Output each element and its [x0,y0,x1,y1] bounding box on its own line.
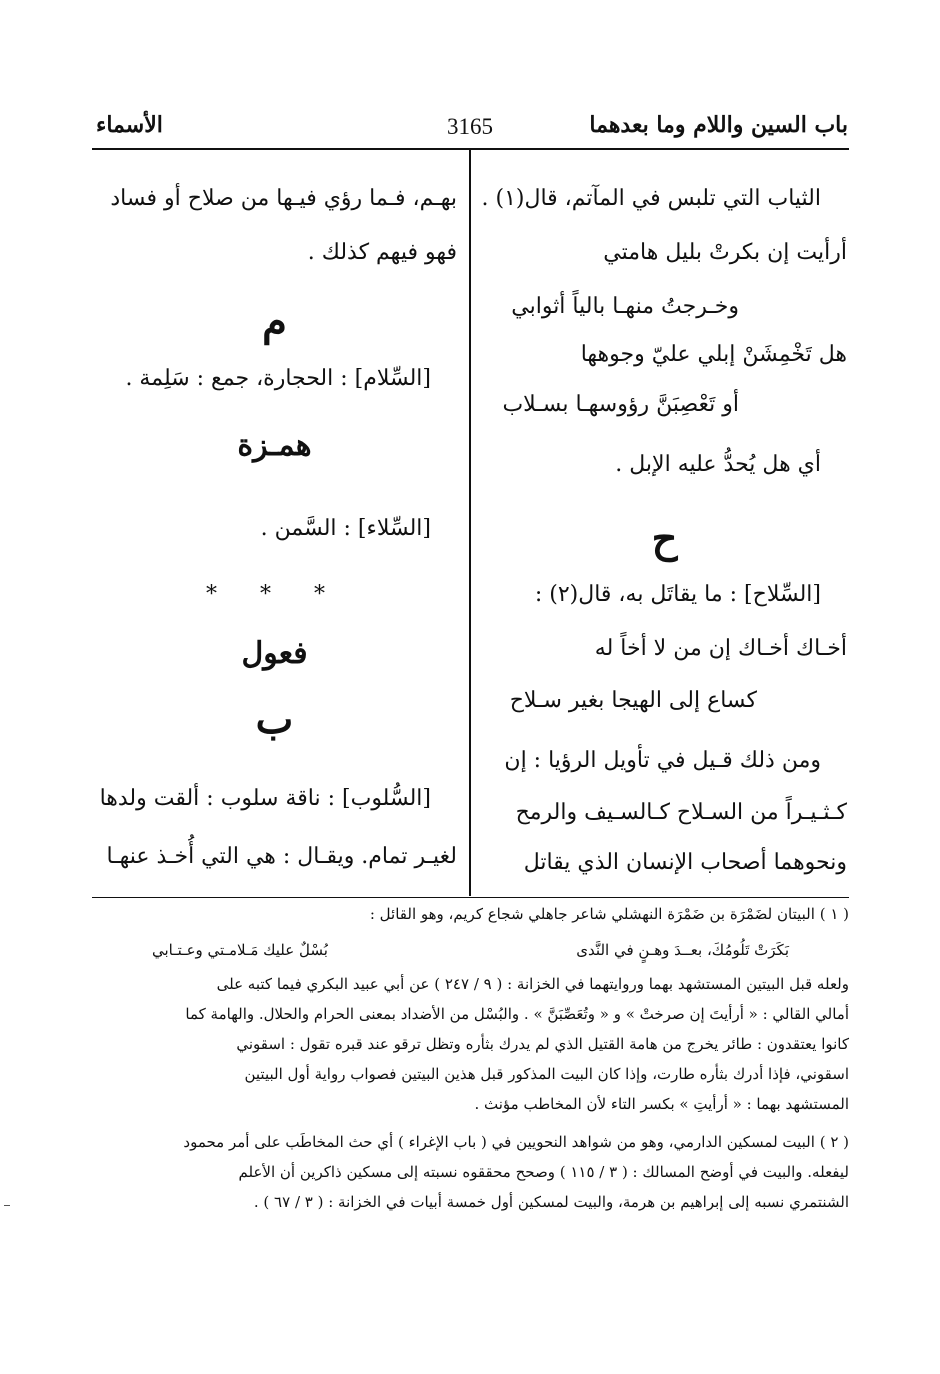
footnote-line: ( ٢ ) البيت لمسكين الدارمي، وهو من شواهد النحويين في ( باب الإغراء ) أي حث المخاطَب على أمر محمود [183,1133,849,1151]
letter-heading: ح [651,515,678,562]
text-line: فهو فيهم كذلك . [307,240,457,265]
verse-line: أرأيت إن بكرتْ بليل هامتي [603,240,847,265]
letter-heading: م [262,298,287,345]
page-number: 3165 [447,114,493,139]
section-title: الأسماء [96,112,163,138]
scan-mark [4,1205,10,1206]
footnote-line: أمالي القالي : « أرأيتَ إن صرختْ » و « وتُعَصِّبَنَّ » . والبُسْل من الأضداد بمعنى الحرام والحلال. والهامة كما [185,1005,849,1023]
footnote-line: ( ١ ) البيتان لضَمْرَة بن ضَمْرَة النهشلي شاعر جاهلي شجاع كريم، وهو القائل : [369,905,849,923]
text-line: لغيـر تمام. ويقـال : هي التي أُخـذ عنهـا [106,844,457,869]
column-divider [469,150,471,896]
verse-line: أو تَعْصِبَنَّ رؤوسهـا بسـلاب [502,392,739,417]
footnote-line: الشنتمري نسبه إلى إبراهيم بن هرمة، والبيت لمسكين أول خمسة أبيات في الخزانة : ( ٣ / ٦٧ ) . [253,1193,849,1211]
separator-stars: * * * [206,582,343,607]
letter-heading: ب [255,696,294,743]
verse-line: أخـاك أخـاك إن من لا أخاً له [594,636,847,661]
entry-line: [السِّلاح] : ما يقاتَل به، قال(٢) : [534,582,821,607]
entry-line: [السِّلام] : الحجارة، جمع : سَلِمة . [125,366,431,391]
verse-line: هل تَخْمِشَنْ إبلي عليّ وجوهها [580,342,847,367]
text-line: بهـم، فـما رؤي فيـها من صلاح أو فساد [110,186,457,211]
text-line: أي هل يُحدُّ عليه الإبل . [615,452,821,477]
text-line: ونحوهما أصحاب الإنسان الذي يقاتل [523,850,847,875]
footnote-rule [92,897,849,898]
footnote-line: اسقوني، فإذا أدرك بثأره طارت، وإذا كان البيت المذكور قبل هذين البيتين فصواب رواية أول البيتين [244,1065,849,1083]
footnote-line: كانوا يعتقدون : طائر يخرج من هامة القتيل الذي لم يدرك بثأره وتظل ترقو عند قبره تقول : اسقوني [236,1035,849,1053]
section-heading: همـزة [237,428,312,463]
footnote-line: ليفعله. والبيت في أوضح المسالك : ( ٣ / ١١٥ ) وصحح محققوه نسبته إلى مسكين ذاكرين أن الأعلم [238,1163,849,1181]
chapter-title: باب السين واللام وما بعدهما [589,112,848,138]
verse-line: كساع إلى الهيجا بغير سـلاح [509,688,757,713]
entry-line: [السُّلوب] : ناقة سلوب : ألقت ولدها [99,786,431,811]
footnote-line: المستشهد بهما : « أرأيتِ » بكسر التاء لأن المخاطب مؤنث . [474,1095,849,1113]
footnote-line: ولعله قبل البيتين المستشهد بهما وروايتهما في الخزانة : ( ٩ / ٢٤٧ ) عن أبي عبيد البكري فيما كتبه على [216,975,849,993]
text-line: كـثـيـراً من السـلاح كـالسـيف والرمح [515,800,847,825]
footnote-verse: بُسْلٌ عليك مَـلامـتي وعـتـابي [152,941,328,959]
text-line: الثياب التي تلبس في المآتم، قال(١) . [481,186,821,211]
section-heading: فعول [241,636,308,671]
footnote-verse: بَكَرَتْ تَلُومُكَ، بعــدَ وهـنٍ في النَّدى [576,941,789,959]
text-line: ومن ذلك قـيل في تأويل الرؤيا : إن [504,748,821,773]
entry-line: [السِّلاء] : السَّمن . [260,516,431,541]
verse-line: وخـرجتُ منهـا بالياً أثوابي [511,294,739,319]
